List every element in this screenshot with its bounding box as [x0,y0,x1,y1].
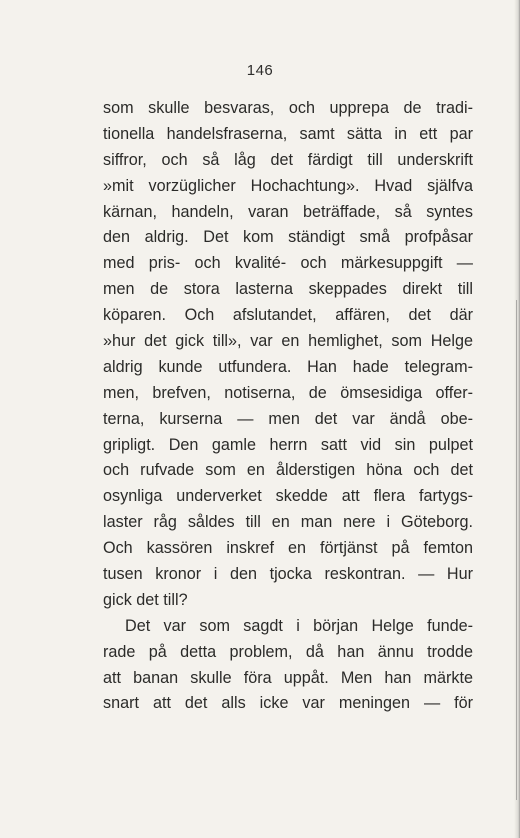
page-edge-line [516,300,517,800]
page-number: 146 [246,62,274,79]
text-line: att banan skulle föra uppåt. Men han märkte [103,668,473,687]
text-line: tionella handelsfraserna, samt sätta in ett par [103,124,473,143]
text-line: Och kassören inskref en förtjänst på femton [103,539,473,558]
text-line: »hur det gick till», var en hemlighet, som Helge [103,332,473,351]
text-line: gripligt. Den gamle herrn satt vid sin pulpet [103,435,473,454]
text-line: »mit vorzüglicher Hochachtung». Hvad själfva [103,176,473,195]
text-line: terna, kurserna — men det var ändå obe- [103,409,473,428]
text-line: Det var som sagdt i början Helge funde- [125,616,473,635]
text-line: rade på detta problem, då han ännu trodde [103,642,473,661]
text-line: snart att det alls icke var meningen — för [103,694,473,713]
text-line: som skulle besvaras, och upprepa de tradi- [103,99,473,117]
text-line: tusen kronor i den tjocka reskontran. — Hur [103,565,473,584]
text-line: gick det till? [103,590,188,609]
text-line: den aldrig. Det kom ständigt små profpåsar [103,228,473,247]
text-line: osynliga underverket skedde att flera fartygs- [103,487,473,506]
text-line: laster råg såldes till en man nere i Göteborg. [103,513,473,532]
text-line: men de stora lasterna skeppades direkt till [103,280,473,299]
text-line: med pris- och kvalité- och märkesuppgift — [103,254,473,273]
page-edge-shadow [514,0,520,838]
body-text [103,96,473,717]
text-line: aldrig kunde utfundera. Han hade telegram- [103,357,473,376]
text-line: men, brefven, notiserna, de ömsesidiga offer- [103,383,473,402]
text-line: köparen. Och afslutandet, affären, det där [103,306,473,325]
text-line: kärnan, handeln, varan beträffade, så syntes [103,202,473,221]
text-line: och rufvade som en ålderstigen höna och det [103,461,473,480]
text-line: siffror, och så låg det färdigt till underskrift [103,150,473,169]
